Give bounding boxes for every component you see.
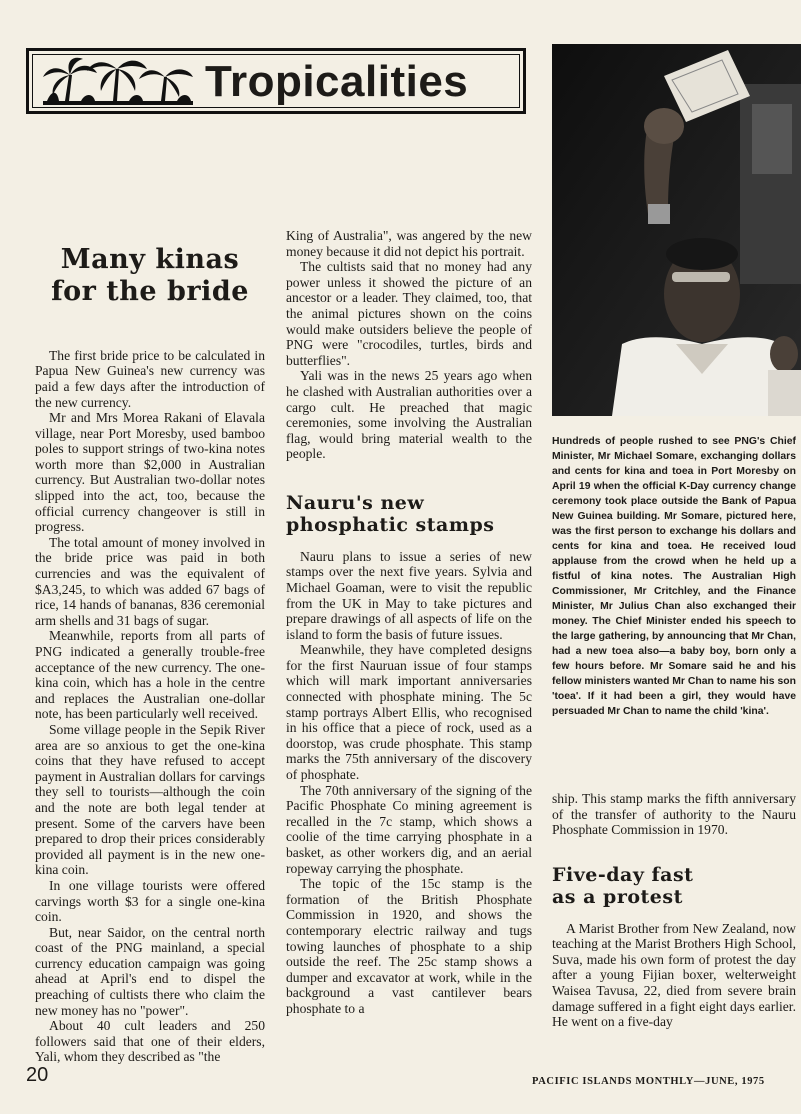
article-1-paragraph: The total amount of money involved in the bride price was paid in both currencies and was the equivalent of $A3,245, to which was added 67 bags of rice, 14 hands of bananas, 836 ceremonial arm shells and 31 bags of sugar. [35, 534, 265, 628]
article-2-continuation: ship. This stamp marks the fifth anniversary of the transfer of authority to the Nauru Phosphate Commission in 1970. [552, 791, 796, 838]
article-1-paragraph: Mr and Mrs Morea Rakani of Elavala village, near Port Moresby, used bamboo poles to support strings of two-kina notes worth more than $2,000 in Australian currency. But Australian two-dollar notes slipped into the act, too, because the official currency changeover is still in progress. [35, 410, 265, 535]
article-2-paragraph: The 70th anniversary of the signing of the Pacific Phosphate Co mining agreement is recalled in the 7c stamp, which shows a coolie of the time carrying phosphate in a basket, as other workers dig, and an aerial ropeway carrying the phosphate. [286, 782, 532, 876]
article-1-continuation: King of Australia", was angered by the new money because it did not depict his portrait. [286, 228, 532, 259]
article-3-headline: Five-day fast as a protest [552, 863, 694, 909]
masthead-title: Tropicalities [205, 57, 469, 106]
page-number: 20 [26, 1064, 49, 1086]
article-1-paragraph: The cultists said that no money had any power unless it showed the picture of an ancestor or a leader. They claimed, too, that the animal pictures shown on the coins would make outsiders believe the people of PNG were "crocodiles, turtles, birds and butterflies". [286, 259, 532, 368]
article-2-paragraph: The topic of the 15c stamp is the formation of the British Phosphate Commission in 1920, and shows the contemporary electric railway and tugs towing launches of phosphate to a ship outside the reef. The 25c stamp shows a dumper and excavator at work, while in the background a vast cantilever bears phosphate to a [286, 876, 532, 1016]
article-3-paragraph: A Marist Brother from New Zealand, now teaching at the Marist Brothers High School, Suva, made his own form of protest the day after a young Fijian boxer, welterweight Waisea Tavusa, 22, died from severe brain damage suffered in a fight eight days earlier. He went on a five-day [552, 920, 796, 1030]
article-1-paragraph: The first bride price to be calculated in Papua New Guinea's new currency was paid a few days after the introduction of the new currency. [35, 347, 265, 410]
photo-somare [552, 44, 801, 416]
article-1-paragraph: Some village people in the Sepik River area are so anxious to get the one-kina coins that they have refused to accept payment in Australian dollars for carvings they sell to tourists—although the coin and the note are both legal tender at present. Some of the carvers have been prepared to drop their prices considerably provided all payment is in the new one-kina coin. [35, 721, 265, 878]
photo-caption: Hundreds of people rushed to see PNG's Chief Minister, Mr Michael Somare, exchanging dollars and cents for kina and toea in Port Moresby on April 19 when the official K-Day currency change ceremony took place outside the Bank of Papua New Guinea building. Mr Somare, pictured here, was the first person to exchange his dollars and cents for kina and toea. He received loud applause from the crowd when he held up a fistful of kina notes. The Australian High Commissioner, Mr Critchley, and the Finance Minister, Mr Julius Chan also exchanged their money. The Chief Minister ended his speech to the large gathering, by announcing that Mr Chan, had a new toea also—a baby boy, born only a few hours before. Mr Somare said he and his fellow ministers wanted Mr Chan to name his son 'toea'. If it had been a girl, they would have persuaded Mr Chan to name the child 'kina'. [552, 436, 796, 717]
article-1-paragraph: About 40 cult leaders and 250 followers said that one of their elders, Yali, whom they described as "the [35, 1018, 265, 1065]
palm-trees-icon [43, 57, 193, 109]
article-2-headline: Nauru's new phosphatic stamps [286, 491, 495, 537]
article-2-paragraph: Nauru plans to issue a series of new stamps over the next five years. Sylvia and Michael Goaman, were to visit the republic from the UK in May to take pictures and prepare drawings of all aspects of life on the island to form the basis of future issues. [286, 548, 532, 642]
column-3 [552, 791, 796, 1030]
article-1-paragraph: In one village tourists were offered carvings worth $3 for a single one-kina coin. [35, 877, 265, 925]
article-1-headline: Many kinas for the bride [51, 244, 249, 307]
column-1 [35, 244, 265, 1065]
article-1-paragraph: But, near Saidor, on the central north coast of the PNG mainland, a special currency education campaign was going ahead at April's end to dispel the preaching of cultists there who claim the new money has no "power". [35, 924, 265, 1018]
article-1-paragraph: Yali was in the news 25 years ago when he clashed with Australian authorities over a cargo cult. He preached that magic ceremonies, some involving the Australian flag, would bring material wealth to the people. [286, 368, 532, 462]
photo-image [552, 44, 801, 416]
article-1-paragraph: Meanwhile, reports from all parts of PNG indicated a generally trouble-free acceptance of the new currency. The one-kina coin, which has a hole in the centre and replaces the Australian one-dollar note, has been particularly well received. [35, 628, 265, 722]
column-2 [286, 228, 532, 1017]
article-2-paragraph: Meanwhile, they have completed designs for the first Nauruan issue of four stamps which will mark important anniversaries connected with phosphate mining. The 5c stamp portrays Albert Ellis, who recognised in his office that a piece of rock, used as a doorstop, was crude phosphate. This stamp marks the 75th anniversary of the discovery of phosphate. [286, 642, 532, 783]
masthead [26, 48, 526, 114]
publication-footer: PACIFIC ISLANDS MONTHLY—JUNE, 1975 [532, 1076, 765, 1087]
